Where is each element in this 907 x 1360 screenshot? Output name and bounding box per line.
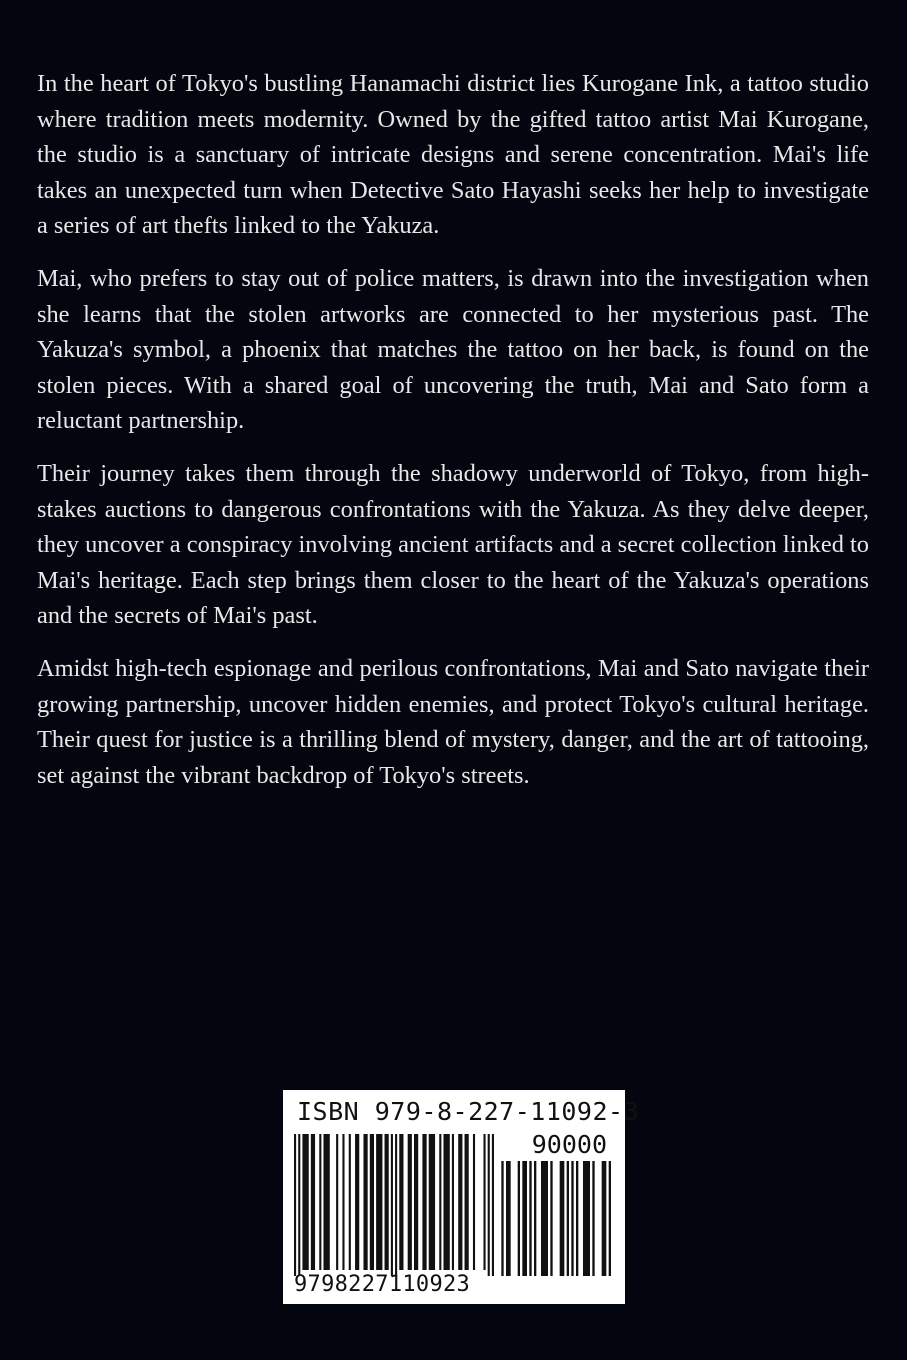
blurb-paragraph-2: Mai, who prefers to stay out of police matters, is drawn into the investigation when she learns that the stolen artworks are connected to her mysterious past. The Yakuza's symbol, a phoenix that matches the tattoo on her back, is found on the stolen pieces. With a shared goal of uncovering the truth, Mai and Sato form a reluctant partnership. xyxy=(37,264,869,435)
ean13-bar xyxy=(349,1134,351,1270)
addon-bar xyxy=(529,1161,531,1276)
ean13-bar xyxy=(363,1134,367,1270)
addon-bar xyxy=(550,1161,552,1276)
isbn-label: ISBN 979-8-227-11092-3 xyxy=(297,1097,640,1126)
addon-bar xyxy=(534,1161,536,1276)
addon-bar xyxy=(583,1161,590,1276)
ean13-bar xyxy=(408,1134,412,1270)
ean13-bar xyxy=(458,1134,462,1270)
addon-bar xyxy=(506,1161,511,1276)
ean13-bar xyxy=(452,1134,454,1270)
ean-digits-label: 9798227110923 xyxy=(294,1272,471,1297)
addon-bar xyxy=(541,1161,548,1276)
ean13-bar xyxy=(298,1134,300,1276)
ean13-bar xyxy=(323,1134,329,1270)
ean13-bar xyxy=(422,1134,426,1270)
ean13-bar xyxy=(319,1134,321,1270)
ean13-bar xyxy=(342,1134,344,1270)
blurb-paragraph-4: Amidst high-tech espionage and perilous confrontations, Mai and Sato navigate their growing partnership, uncover hidden enemies, and protect Tokyo's cultural heritage. Their quest for justice is a thrilling blend of mystery, danger, and the art of tattooing, set against the vibrant backdrop of Tokyo's streets. xyxy=(37,654,869,789)
ean13-bar xyxy=(370,1134,374,1270)
blurb-paragraph-3: Their journey takes them through the shadowy underworld of Tokyo, from high-stakes auctions to dangerous confrontations with the Yakuza. As they delve deeper, they uncover a conspiracy involving ancient artifacts and a secret collection linked to Mai's heritage. Each step brings them closer to the heart of the Yakuza's operations and the secrets of Mai's past. xyxy=(37,459,869,630)
addon-bar xyxy=(576,1161,578,1276)
addon-bar xyxy=(592,1161,594,1276)
addon-bar xyxy=(609,1161,611,1276)
ean13-bar xyxy=(385,1134,389,1270)
ean13-bar xyxy=(488,1134,490,1276)
isbn-barcode xyxy=(283,1090,640,1304)
ean13-bar xyxy=(391,1134,393,1276)
back-cover-blurb xyxy=(37,66,869,810)
ean13-bar xyxy=(443,1134,449,1270)
addon-bar xyxy=(518,1161,520,1276)
addon-bar xyxy=(522,1161,527,1276)
ean13-bar xyxy=(473,1134,475,1270)
ean13-bar xyxy=(336,1134,338,1270)
ean13-bar xyxy=(395,1134,397,1276)
addon-bar xyxy=(602,1161,607,1276)
ean13-bar xyxy=(376,1134,382,1270)
addon-bar xyxy=(571,1161,573,1276)
blurb-paragraph-1: In the heart of Tokyo's bustling Hanamachi district lies Kurogane Ink, a tattoo studio where tradition meets modernity. Owned by the gifted tattoo artist Mai Kurogane, the studio is a sanctuary of intricate designs and serene concentration. Mai's life takes an unexpected turn when Detective Sato Hayashi seeks her help to investigate a series of art thefts linked to the Yakuza. xyxy=(37,70,869,240)
ean13-bar xyxy=(399,1134,403,1270)
ean13-bar xyxy=(492,1134,494,1276)
ean13-bar xyxy=(465,1134,469,1270)
ean13-barcode-bars xyxy=(294,1134,494,1276)
addon-bar xyxy=(560,1161,565,1276)
addon-barcode-bars xyxy=(499,1161,611,1276)
ean13-bar xyxy=(294,1134,296,1276)
ean13-bar xyxy=(311,1134,315,1270)
price-code-label: 90000 xyxy=(531,1130,607,1159)
addon-bar xyxy=(567,1161,569,1276)
ean13-bar xyxy=(483,1134,485,1270)
ean13-bar xyxy=(439,1134,441,1270)
ean13-bar xyxy=(355,1134,359,1270)
ean13-bar xyxy=(429,1134,435,1270)
ean13-bar xyxy=(302,1134,308,1270)
addon-bar xyxy=(501,1161,503,1276)
ean13-bar xyxy=(414,1134,418,1270)
